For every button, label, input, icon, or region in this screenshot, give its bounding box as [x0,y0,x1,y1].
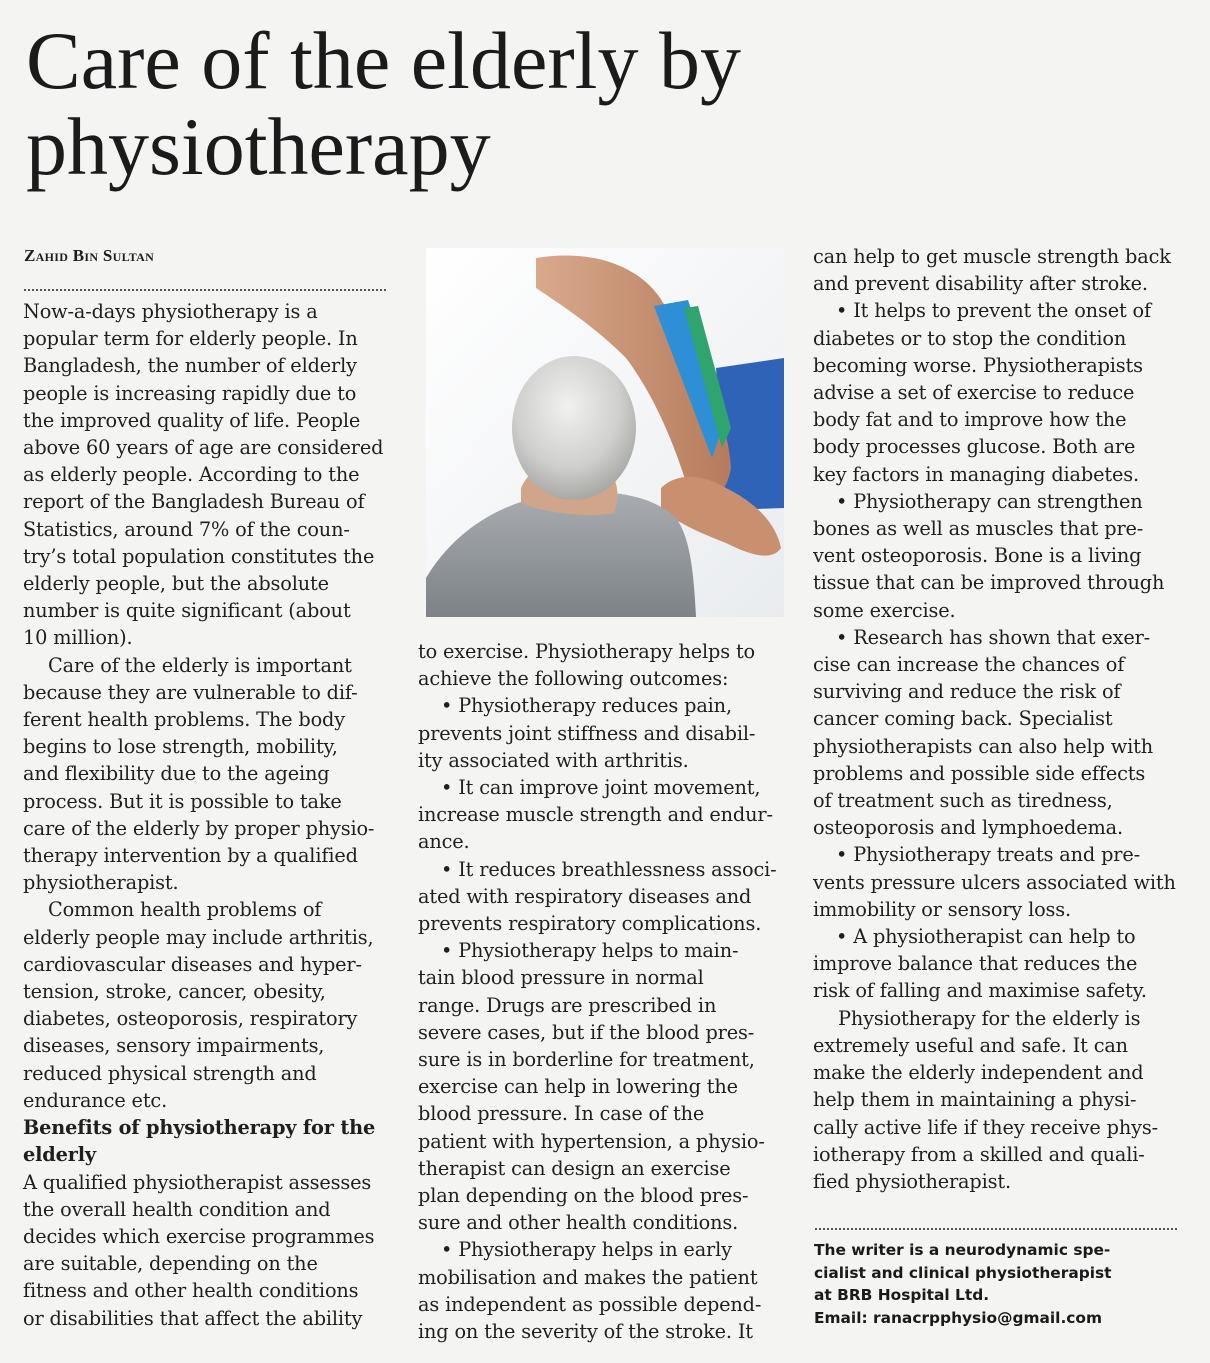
article-headline [26,15,1176,192]
writer-line: cialist and clinical physiotherapist [814,1263,1112,1282]
text-line: sure and other health conditions. [418,1211,739,1235]
text-line: endurance etc. [23,1088,168,1112]
bullet-line: • A physiotherapist can help to [836,925,1136,949]
text-line: severe cases, but if the blood pres- [418,1020,755,1044]
text-line: ing on the severity of the stroke. It [418,1320,753,1344]
text-line: process. But it is possible to take [23,789,342,813]
text-line: risk of falling and maximise safety. [813,979,1147,1003]
text-line: sure is in borderline for treatment, [418,1048,755,1072]
bullet-line: • Physiotherapy reduces pain, [441,694,732,718]
text-line: immobility or sensory loss. [813,897,1072,921]
bullet-line: • It can improve joint movement, [441,776,761,800]
subheading-line: Benefits of physiotherapy for the [23,1116,376,1140]
text-line: Care of the elderly is important [48,653,352,677]
bullet-line: • Research has shown that exer- [836,625,1151,649]
text-line: achieve the following outcomes: [418,667,729,691]
writer-email: Email: ranacrpphysio@gmail.com [814,1308,1103,1327]
text-line: patient with hypertension, a physio- [418,1129,765,1153]
text-line: are suitable, depending on the [23,1252,318,1276]
text-line: and flexibility due to the ageing [23,762,330,786]
text-line: elderly people, but the absolute [23,572,329,596]
text-line: exercise can help in lowering the [418,1075,738,1099]
text-line: the overall health condition and [23,1197,331,1221]
text-line: Common health problems of [48,898,322,922]
text-line: body processes glucose. Both are [813,435,1136,459]
text-line: ity associated with arthritis. [418,748,689,772]
text-line: ferent health problems. The body [23,708,345,732]
text-line: Now-a-days physiotherapy is a [23,300,318,323]
text-line: cise can increase the chances of [813,653,1125,677]
text-line: blood pressure. In case of the [418,1102,705,1126]
text-line: number is quite significant (about [23,599,351,623]
text-line: tension, stroke, cancer, obesity, [23,980,326,1004]
text-line: diseases, sensory impairments, [23,1034,325,1058]
text-line: can help to get muscle strength back [813,245,1171,268]
text-line: osteoporosis and lymphoedema. [813,816,1123,840]
text-line: Statistics, around 7% of the coun- [23,517,350,541]
text-line: as elderly people. According to the [23,463,360,487]
text-line: mobilisation and makes the patient [418,1265,758,1289]
text-line: of treatment such as tiredness, [813,789,1113,813]
headline-line: Care of the elderly by [26,15,741,106]
text-line: improve balance that reduces the [813,952,1138,976]
text-line: vent osteoporosis. Bone is a living [813,544,1142,568]
text-line: or disabilities that affect the ability [23,1306,363,1330]
text-line: some exercise. [813,598,956,622]
text-line: prevents joint stiffness and disabil- [418,721,756,745]
text-line: popular term for elderly people. In [23,327,358,351]
headline-line: physiotherapy [26,101,491,192]
text-line: ance. [418,830,470,854]
text-line: care of the elderly by proper physio- [23,816,375,840]
text-line: tain blood pressure in normal [418,966,704,990]
text-line: help them in maintaining a physi- [813,1088,1137,1112]
writer-note [814,1239,1194,1329]
text-line: therapist can design an exercise [418,1156,731,1180]
text-line: diabetes or to stop the condition [813,326,1127,350]
bullet-line: • Physiotherapy helps to main- [441,939,739,963]
text-line: to exercise. Physiotherapy helps to [418,640,756,663]
text-line: fitness and other health conditions [23,1279,359,1303]
text-line: extremely useful and safe. It can [813,1033,1128,1057]
text-line: iotherapy from a skilled and quali- [813,1142,1145,1166]
text-line: body fat and to improve how the [813,408,1127,432]
column-2 [418,638,802,1345]
bullet-line: • It helps to prevent the onset of [836,299,1151,323]
text-line: diabetes, osteoporosis, respiratory [23,1007,358,1031]
text-line: cally active life if they receive phys- [813,1115,1158,1139]
text-line: elderly people may include arthritis, [23,925,374,949]
text-line: plan depending on the blood pres- [418,1184,749,1208]
physiotherapy-photo-illustration [426,248,784,617]
text-line: vents pressure ulcers associated with [813,870,1176,894]
text-line: tissue that can be improved through [813,571,1165,595]
text-line: ated with respiratory diseases and [418,884,752,908]
text-line: people is increasing rapidly due to [23,381,357,405]
writer-line: The writer is a neurodynamic spe- [814,1241,1111,1259]
text-line: above 60 years of age are considered [23,436,384,460]
writer-divider [815,1228,1177,1230]
column-3 [813,243,1205,1195]
text-line: advise a set of exercise to reduce [813,381,1135,405]
bullet-line: • It reduces breathlessness associ- [441,857,777,881]
text-line: range. Drugs are prescribed in [418,993,717,1017]
text-line: Bangladesh, the number of elderly [23,354,357,378]
author-byline: Zahid Bin Sultan [24,246,155,265]
text-line: becoming worse. Physiotherapists [813,353,1143,377]
bullet-line: • Physiotherapy can strengthen [836,489,1143,513]
text-line: report of the Bangladesh Bureau of [23,490,365,514]
byline-divider [24,289,386,291]
text-line: 10 million). [23,626,133,650]
text-line: problems and possible side effects [813,761,1146,785]
text-line: key factors in managing diabetes. [813,462,1139,486]
text-line: make the elderly independent and [813,1061,1144,1085]
text-line: the improved quality of life. People [23,408,361,432]
text-line: physiotherapists can also help with [813,734,1153,758]
column-1 [23,298,403,1332]
text-line: fied physiotherapist. [813,1169,1011,1193]
text-line: physiotherapist. [23,871,179,895]
text-line: surviving and reduce the risk of [813,680,1121,704]
text-line: as independent as possible depend- [418,1292,762,1316]
text-line: therapy intervention by a qualified [23,844,358,868]
writer-line: at BRB Hospital Ltd. [814,1286,990,1305]
bullet-line: • Physiotherapy treats and pre- [836,843,1140,867]
text-line: bones as well as muscles that pre- [813,517,1144,541]
text-line: because they are vulnerable to dif- [23,680,358,704]
text-line: and prevent disability after stroke. [813,272,1148,296]
text-line: reduced physical strength and [23,1061,317,1085]
bullet-line: • Physiotherapy helps in early [441,1238,732,1262]
text-line: A qualified physiotherapist assesses [23,1170,372,1194]
article-photo [426,248,784,617]
text-line: decides which exercise programmes [23,1224,375,1248]
text-line: cancer coming back. Specialist [813,707,1113,731]
text-line: prevents respiratory complications. [418,912,762,936]
subheading-line: elderly [23,1143,96,1167]
text-line: try’s total population constitutes the [23,544,375,568]
text-line: cardiovascular diseases and hyper- [23,952,362,976]
text-line: increase muscle strength and endur- [418,803,773,827]
text-line: begins to lose strength, mobility, [23,735,338,759]
text-line: Physiotherapy for the elderly is [838,1006,1141,1030]
